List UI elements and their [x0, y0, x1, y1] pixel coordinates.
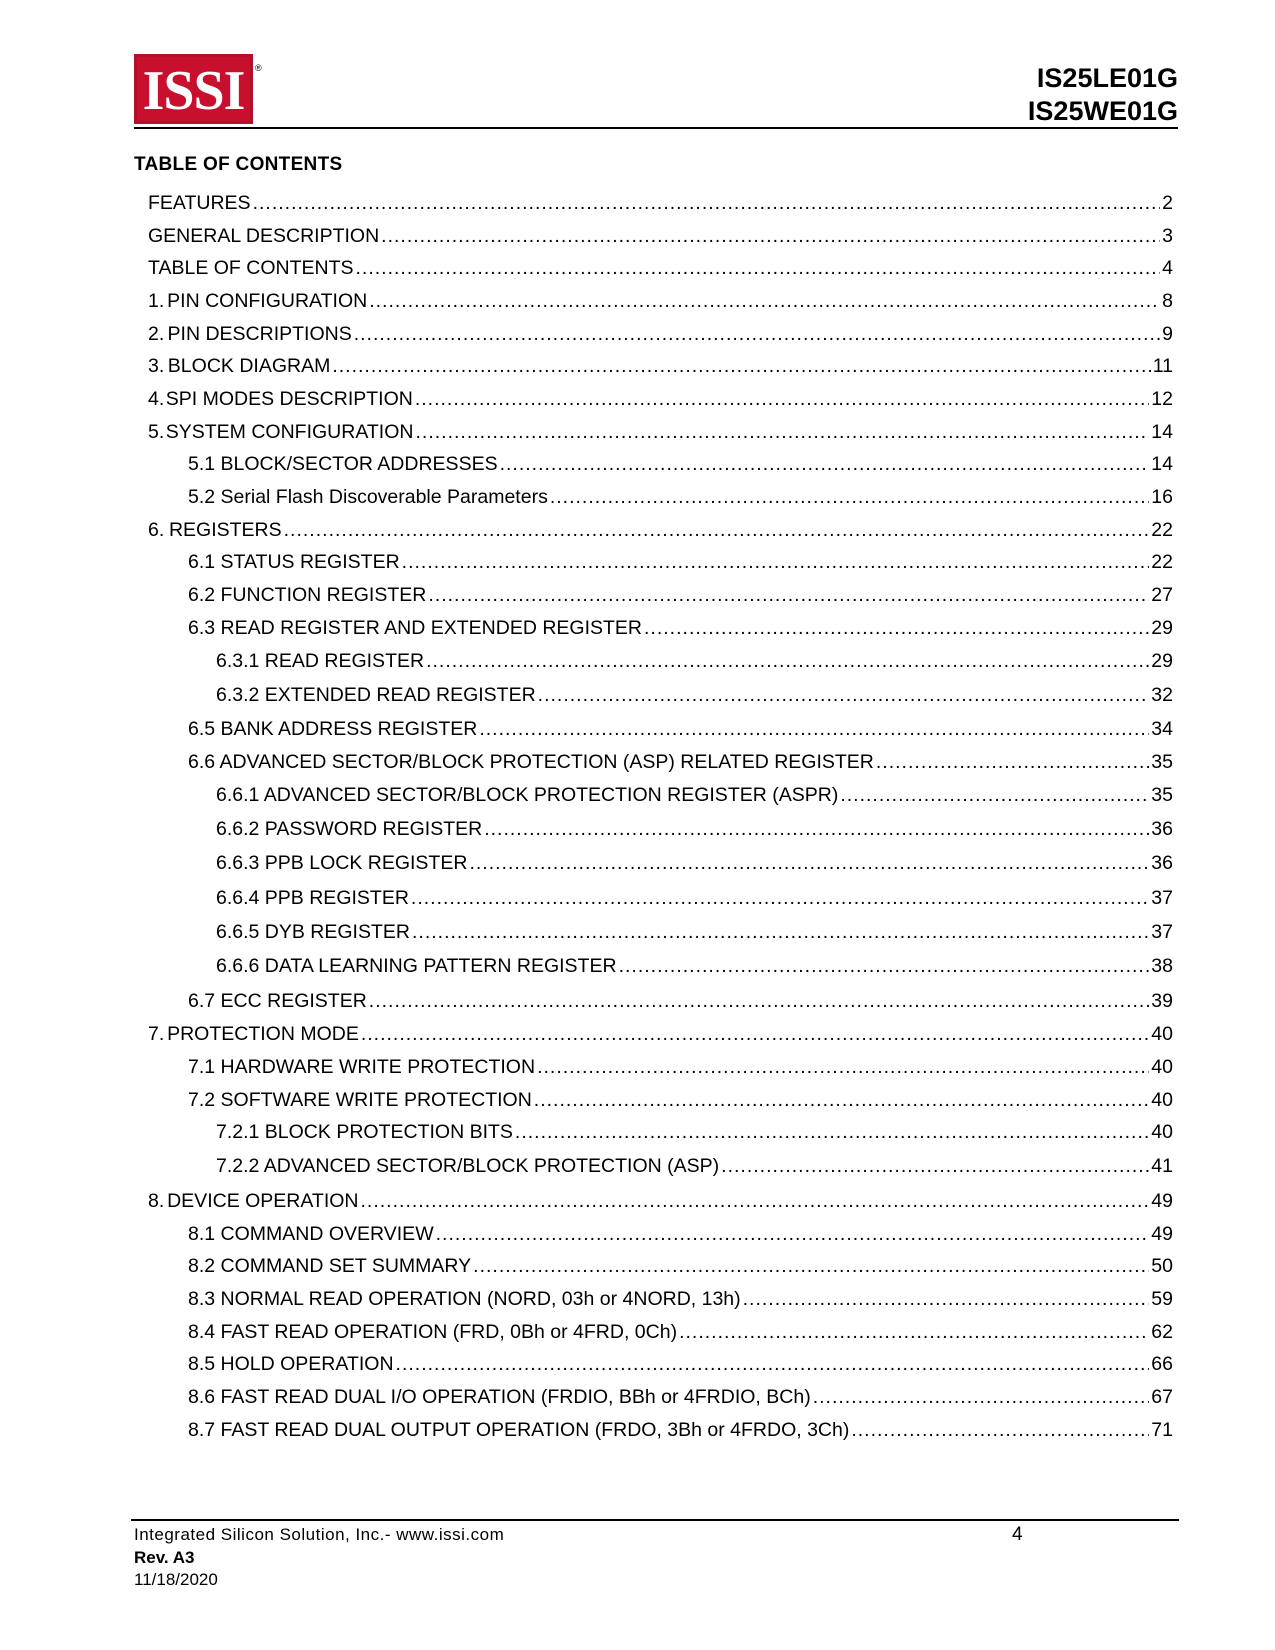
toc-leader-dots [415, 386, 1149, 412]
toc-leader-dots [412, 919, 1149, 945]
toc-entry[interactable] [216, 1119, 1173, 1145]
toc-entry-page: 16 [1151, 486, 1173, 508]
toc-entry[interactable] [188, 1054, 1173, 1080]
toc-entry-page: 50 [1151, 1255, 1173, 1277]
toc-entry[interactable] [216, 782, 1173, 808]
footer-revision: Rev. A3 [134, 1548, 195, 1567]
toc-entry-label: 8.6 FAST READ DUAL I/O OPERATION (FRDIO, BBh or 4FRDIO, BCh) [188, 1386, 811, 1408]
toc-entry[interactable] [216, 919, 1173, 945]
toc-entry-page: 22 [1151, 519, 1173, 541]
toc-entry-page: 36 [1151, 852, 1173, 874]
toc-entry[interactable] [188, 1253, 1173, 1279]
toc-entry-number: 7. [148, 1023, 165, 1045]
toc-entry[interactable] [188, 1384, 1173, 1410]
toc-entry[interactable] [188, 582, 1173, 608]
toc-entry-number: 8. [148, 1190, 165, 1212]
toc-entry-label: GENERAL DESCRIPTION [148, 225, 380, 247]
toc-leader-dots [484, 816, 1149, 842]
toc-entry[interactable] [216, 816, 1173, 842]
toc-entry[interactable] [216, 953, 1173, 979]
toc-entry-page: 49 [1151, 1223, 1173, 1245]
toc-leader-dots [361, 1021, 1149, 1047]
toc-entry-label: 5.2 Serial Flash Discoverable Parameters [188, 486, 548, 508]
toc-entry-label: BLOCK DIAGRAM [167, 355, 331, 377]
toc-entry[interactable] [216, 850, 1173, 876]
toc-entry[interactable] [148, 223, 1173, 249]
toc-entry-label: 6.2 FUNCTION REGISTER [188, 584, 427, 606]
toc-entry-page: 39 [1151, 990, 1173, 1012]
toc-leader-dots [743, 1286, 1150, 1312]
toc-leader-dots [537, 1054, 1149, 1080]
toc-entry-page: 35 [1151, 751, 1173, 773]
toc-entry[interactable] [188, 1417, 1173, 1443]
toc-leader-dots [550, 484, 1149, 510]
toc-entry-page: 9 [1162, 323, 1173, 345]
toc-entry-page: 59 [1151, 1288, 1173, 1310]
toc-leader-dots [851, 1417, 1149, 1443]
toc-entry-label: 6.3.2 EXTENDED READ REGISTER [216, 684, 536, 706]
toc-entry-label: 6.3 READ REGISTER AND EXTENDED REGISTER [188, 617, 643, 639]
toc-entry-page: 67 [1151, 1386, 1173, 1408]
footer-divider [131, 1519, 1179, 1521]
toc-leader-dots [469, 850, 1149, 876]
toc-entry-label: 6.6 ADVANCED SECTOR/BLOCK PROTECTION (ASP) RELATED REGISTER [188, 751, 874, 773]
toc-entry-label: PIN CONFIGURATION [167, 290, 368, 312]
footer-company: Integrated Silicon Solution, Inc.- www.issi.com [134, 1525, 505, 1544]
toc-entry-page: 37 [1151, 921, 1173, 943]
toc-entry-label: 7.1 HARDWARE WRITE PROTECTION [188, 1056, 536, 1078]
toc-entry-page: 49 [1151, 1190, 1173, 1212]
toc-leader-dots [538, 682, 1150, 708]
toc-leader-dots [473, 1253, 1149, 1279]
toc-entry-page: 40 [1151, 1121, 1173, 1143]
toc-entry-label: 8.3 NORMAL READ OPERATION (NORD, 03h or 4NORD, 13h) [188, 1288, 741, 1310]
toc-entry[interactable] [188, 615, 1173, 641]
toc-entry-page: 36 [1151, 818, 1173, 840]
toc-entry-label: 6.7 ECC REGISTER [188, 990, 367, 1012]
toc-entry-number: 5. [148, 421, 165, 443]
logo-text: ISSI [142, 60, 245, 122]
toc-entry-page: 40 [1151, 1089, 1173, 1111]
toc-entry[interactable] [148, 288, 1173, 314]
toc-leader-dots [369, 988, 1150, 1014]
toc-leader-dots [356, 255, 1161, 281]
toc-entry-label: 7.2 SOFTWARE WRITE PROTECTION [188, 1089, 532, 1111]
toc-leader-dots [813, 1384, 1150, 1410]
toc-entry[interactable] [188, 549, 1173, 575]
footer-page-number: 4 [1012, 1524, 1023, 1545]
toc-entry-page: 12 [1151, 388, 1173, 410]
toc-leader-dots [426, 648, 1149, 674]
toc-entry-label: PROTECTION MODE [167, 1023, 359, 1045]
toc-entry-label: 6.6.6 DATA LEARNING PATTERN REGISTER [216, 955, 617, 977]
toc-leader-dots [619, 953, 1150, 979]
toc-entry-page: 3 [1162, 225, 1173, 247]
toc-leader-dots [679, 1319, 1149, 1345]
registered-mark: ® [255, 63, 262, 73]
toc-entry-number: 4. [148, 388, 165, 410]
footer-date: 11/18/2020 [134, 1570, 218, 1589]
toc-entry-page: 37 [1151, 887, 1173, 909]
toc-entry-label: REGISTERS [168, 519, 282, 541]
toc-entry-page: 11 [1152, 355, 1173, 377]
toc-entry-label: 6.6.1 ADVANCED SECTOR/BLOCK PROTECTION REGISTER (ASPR) [216, 784, 839, 806]
toc-entry-label: 6.5 BANK ADDRESS REGISTER [188, 718, 478, 740]
toc-leader-dots [381, 223, 1160, 249]
toc-entry-label: 6.6.3 PPB LOCK REGISTER [216, 852, 468, 874]
toc-entry[interactable] [188, 1319, 1173, 1345]
toc-entry-label: 8.4 FAST READ OPERATION (FRD, 0Bh or 4FRD, 0Ch) [188, 1321, 678, 1343]
toc-entry-page: 8 [1162, 290, 1173, 312]
toc-leader-dots [534, 1087, 1150, 1113]
toc-entry[interactable] [216, 1153, 1173, 1179]
toc-entry[interactable] [216, 885, 1173, 911]
toc-entry-page: 27 [1151, 584, 1173, 606]
toc-leader-dots [721, 1153, 1149, 1179]
toc-entry[interactable] [148, 321, 1173, 347]
toc-leader-dots [332, 353, 1150, 379]
toc-entry[interactable] [148, 386, 1173, 412]
toc-entry[interactable] [188, 988, 1173, 1014]
toc-entry[interactable] [216, 682, 1173, 708]
toc-entry-page: 34 [1151, 718, 1173, 740]
toc-entry[interactable] [148, 419, 1173, 445]
toc-entry-label: 6.6.5 DYB REGISTER [216, 921, 410, 943]
toc-entry-label: 7.2.1 BLOCK PROTECTION BITS [216, 1121, 513, 1143]
toc-entry-page: 41 [1151, 1155, 1173, 1177]
toc-entry[interactable] [188, 1221, 1173, 1247]
toc-title: TABLE OF CONTENTS [134, 154, 343, 175]
toc-entry-label: 8.2 COMMAND SET SUMMARY [188, 1255, 472, 1277]
toc-entry-label: 6.6.4 PPB REGISTER [216, 887, 409, 909]
toc-leader-dots [436, 1221, 1150, 1247]
toc-leader-dots [369, 288, 1160, 314]
toc-entry-page: 40 [1151, 1023, 1173, 1045]
toc-entry-label: FEATURES [148, 192, 251, 214]
toc-leader-dots [411, 885, 1149, 911]
toc-entry-page: 22 [1151, 551, 1173, 573]
toc-entry-label: PIN DESCRIPTIONS [167, 323, 352, 345]
toc-entry[interactable] [148, 517, 1173, 543]
toc-entry[interactable] [188, 1087, 1173, 1113]
toc-leader-dots [876, 749, 1149, 775]
toc-entry-page: 29 [1151, 617, 1173, 639]
toc-entry-label: 5.1 BLOCK/SECTOR ADDRESSES [188, 453, 498, 475]
toc-entry-page: 2 [1162, 192, 1173, 214]
toc-entry[interactable] [148, 190, 1173, 216]
toc-leader-dots [500, 451, 1150, 477]
toc-entry-label: 8.7 FAST READ DUAL OUTPUT OPERATION (FRDO, 3Bh or 4FRDO, 3Ch) [188, 1419, 850, 1441]
toc-entry-label: TABLE OF CONTENTS [148, 257, 354, 279]
toc-entry[interactable] [188, 716, 1173, 742]
toc-entry[interactable] [148, 1021, 1173, 1047]
toc-entry-page: 71 [1151, 1419, 1173, 1441]
toc-leader-dots [479, 716, 1149, 742]
toc-entry-page: 14 [1151, 421, 1173, 443]
toc-leader-dots [253, 190, 1161, 216]
toc-entry-label: 8.1 COMMAND OVERVIEW [188, 1223, 434, 1245]
toc-entry-label: 6.6.2 PASSWORD REGISTER [216, 818, 483, 840]
toc-entry-page: 32 [1151, 684, 1173, 706]
toc-leader-dots [644, 615, 1149, 641]
toc-entry[interactable] [188, 1351, 1173, 1377]
toc-leader-dots [402, 549, 1150, 575]
toc-entry-number: 6. [148, 519, 165, 541]
toc-entry[interactable] [188, 749, 1173, 775]
toc-leader-dots [361, 1188, 1150, 1214]
toc-entry-page: 4 [1162, 257, 1173, 279]
toc-entry-page: 66 [1151, 1353, 1173, 1375]
toc-entry-number: 3. [148, 355, 165, 377]
toc-entry-label: SYSTEM CONFIGURATION [165, 421, 414, 443]
toc-entry-number: 2. [148, 323, 165, 345]
toc-leader-dots [428, 582, 1149, 608]
toc-entry-page: 14 [1151, 453, 1173, 475]
toc-entry-label: 7.2.2 ADVANCED SECTOR/BLOCK PROTECTION (ASP) [216, 1155, 720, 1177]
toc-entry[interactable] [188, 1286, 1173, 1312]
toc-leader-dots [354, 321, 1160, 347]
toc-entry[interactable] [188, 484, 1173, 510]
toc-entry-label: 6.3.1 READ REGISTER [216, 650, 425, 672]
toc-leader-dots [284, 517, 1150, 543]
toc-entry-page: 40 [1151, 1056, 1173, 1078]
toc-entry-page: 35 [1151, 784, 1173, 806]
toc-entry-label: DEVICE OPERATION [167, 1190, 359, 1212]
toc-entry[interactable] [148, 353, 1173, 379]
toc-entry[interactable] [216, 648, 1173, 674]
toc-leader-dots [415, 419, 1149, 445]
toc-entry[interactable] [148, 1188, 1173, 1214]
toc-leader-dots [840, 782, 1149, 808]
toc-leader-dots [396, 1351, 1150, 1377]
part-number-1: IS25LE01G [1036, 63, 1178, 93]
toc-entry-number: 1. [148, 290, 165, 312]
toc-leader-dots [515, 1119, 1149, 1145]
toc-entry-page: 29 [1151, 650, 1173, 672]
toc-entry-label: 8.5 HOLD OPERATION [188, 1353, 394, 1375]
toc-entry-page: 62 [1151, 1321, 1173, 1343]
toc-entry[interactable] [148, 255, 1173, 281]
toc-entry-label: 6.1 STATUS REGISTER [188, 551, 400, 573]
part-number-2: IS25WE01G [1027, 96, 1178, 126]
toc-entry-page: 38 [1151, 955, 1173, 977]
toc-entry[interactable] [188, 451, 1173, 477]
toc-entry-label: SPI MODES DESCRIPTION [165, 388, 413, 410]
